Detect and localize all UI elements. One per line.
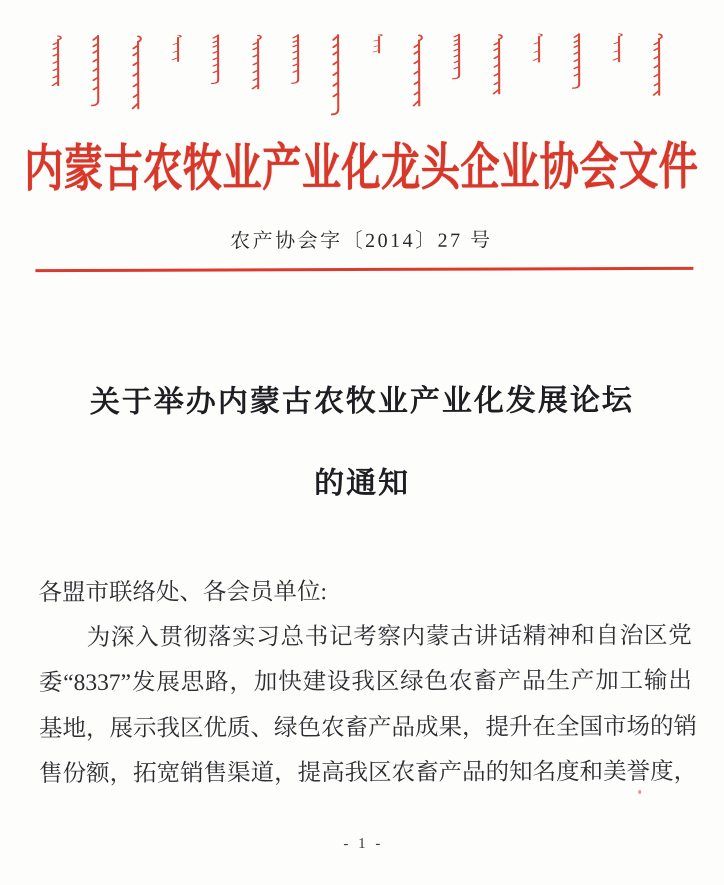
body-line: 委“8337”发展思路，加快建设我区绿色农畜产品生产加工输出	[38, 668, 692, 697]
red-header-title	[0, 125, 723, 199]
page-number: - 1 -	[343, 835, 384, 853]
salutation-line: 各盟市联络处、各会员单位:	[38, 579, 328, 607]
mongolian-word-icon	[51, 35, 64, 87]
scan-artifact-speck	[638, 790, 641, 794]
mongolian-word-icon	[211, 34, 224, 84]
notice-title-line2: 的通知	[314, 466, 411, 501]
red-header-title-text: 内蒙古农牧业产业化龙头企业协会文件	[23, 139, 699, 199]
body-line: 基地，展示我区优质、绿色农畜产品成果，提升在全国市场的销	[38, 713, 698, 742]
notice-title-line1: 关于举办内蒙古农牧业产业化发展论坛	[89, 384, 634, 419]
notice-body	[38, 569, 698, 797]
mongolian-script-banner	[51, 33, 665, 121]
mongolian-word-icon	[571, 33, 584, 89]
document-number: 农产协会字〔2014〕27 号	[230, 229, 493, 253]
mongolian-word-icon	[491, 34, 504, 96]
mongolian-word-icon	[411, 34, 424, 108]
mongolian-word-icon	[171, 35, 184, 63]
red-divider-rule	[35, 267, 693, 272]
mongolian-word-icon	[251, 34, 264, 90]
mongolian-word-icon	[611, 33, 624, 63]
mongolian-word-icon	[652, 33, 665, 97]
mongolian-word-icon	[371, 34, 384, 54]
mongolian-word-icon	[91, 35, 104, 107]
mongolian-word-icon	[291, 34, 304, 84]
mongolian-word-icon	[131, 35, 144, 111]
mongolian-word-icon	[331, 34, 344, 116]
mongolian-word-icon	[451, 34, 464, 80]
mongolian-word-icon	[531, 33, 544, 63]
body-line: 售份额，拓宽销售渠道，提高我区农畜产品的知名度和美誉度，	[39, 758, 698, 787]
body-line: 为深入贯彻落实习总书记考察内蒙古讲话精神和自治区党	[86, 623, 692, 652]
